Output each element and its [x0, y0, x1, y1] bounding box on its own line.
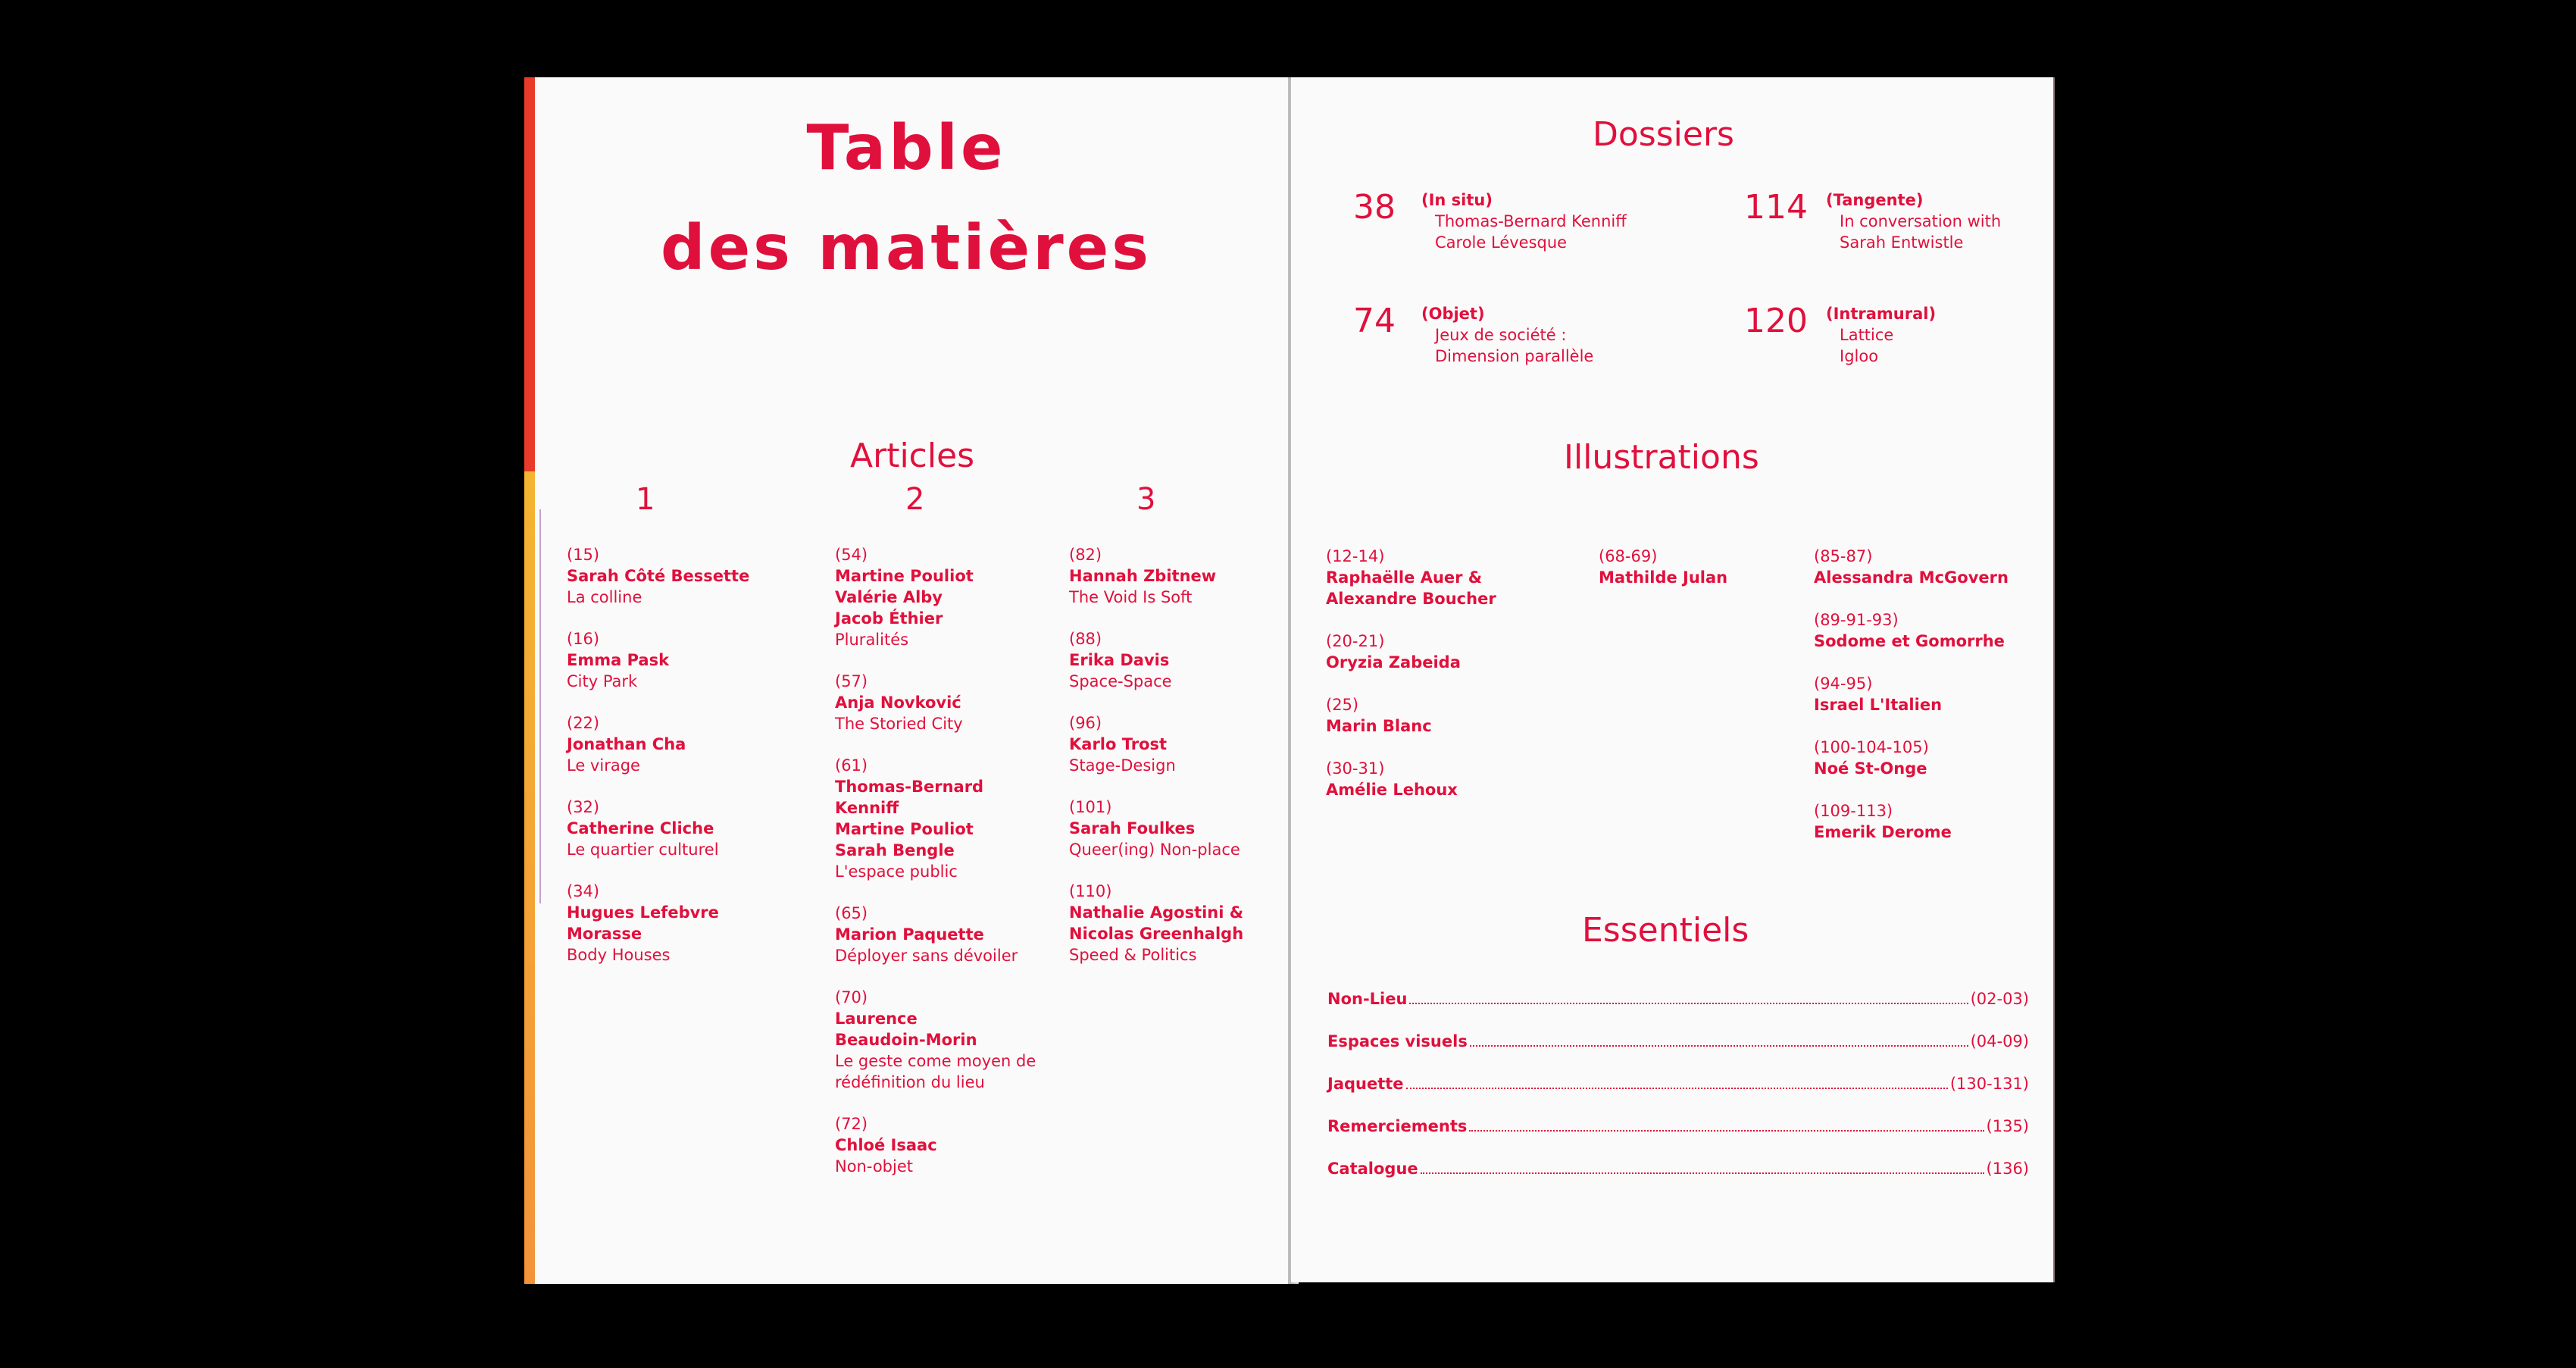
article-page-number: (72) [835, 1115, 868, 1133]
illustrator-name: Raphaëlle Auer & [1326, 568, 1483, 587]
essentiel-row [1327, 1160, 2029, 1178]
essentiel-pages: (135) [1986, 1117, 2029, 1135]
dossier-line: Thomas-Bernard Kenniff [1435, 212, 1627, 230]
article-title: La colline [567, 588, 642, 606]
illustrator-name: Oryzia Zabeida [1326, 653, 1461, 671]
article-entry [1069, 881, 1243, 966]
article-author: Hannah Zbitnew [1069, 567, 1217, 585]
article-author: Karlo Trost [1069, 735, 1168, 753]
article-title: L'espace public [835, 862, 958, 881]
illustration-pages: (20-21) [1326, 632, 1385, 650]
article-author: Nicolas Greenhalgh [1069, 925, 1244, 943]
article-author: Morasse [567, 925, 642, 943]
article-title: Le quartier culturel [567, 841, 719, 859]
article-page-number: (65) [835, 904, 868, 922]
article-entry [835, 755, 1036, 882]
dossier-line: Igloo [1840, 347, 1879, 365]
illustration-entry [1814, 800, 2009, 843]
article-author: Emma Pask [567, 651, 670, 669]
dossier-info [1421, 303, 1593, 367]
illustration-entry [1814, 546, 2009, 588]
article-entry [835, 903, 1036, 966]
article-author: Anja Novković [835, 693, 961, 712]
article-page-number: (61) [835, 756, 868, 775]
illustration-entry [1599, 546, 1727, 588]
essentiel-label: Non-Lieu [1327, 990, 1408, 1008]
illustration-pages: (30-31) [1326, 759, 1385, 778]
dossier-tag: (In situ) [1421, 191, 1493, 209]
article-entry [835, 671, 1036, 734]
illustration-pages: (25) [1326, 696, 1359, 714]
article-page-number: (15) [567, 546, 600, 564]
essentiel-label: Catalogue [1327, 1160, 1418, 1178]
left-edge-line [539, 509, 541, 903]
illustrator-name: Amélie Lehoux [1326, 781, 1458, 799]
essentiel-pages: (130-131) [1949, 1075, 2029, 1093]
dossier-number: 120 [1744, 302, 1808, 340]
article-entry [567, 712, 749, 776]
article-title: Le virage [567, 756, 640, 775]
article-column-number: 3 [1136, 482, 1156, 517]
article-title: Déployer sans dévoiler [835, 947, 1018, 965]
article-page-number: (101) [1069, 798, 1112, 816]
article-entry [567, 797, 749, 860]
article-author: Laurence [835, 1010, 918, 1028]
dossier-info [1826, 303, 1936, 367]
dossier-number: 38 [1353, 188, 1396, 227]
article-entry [835, 987, 1036, 1093]
article-author: Nathalie Agostini & [1069, 903, 1244, 922]
article-entry [567, 628, 749, 692]
essentiel-label: Jaquette [1327, 1075, 1404, 1093]
article-entry [1069, 544, 1243, 608]
article-title: Queer(ing) Non-place [1069, 841, 1240, 859]
illustration-entry [1814, 737, 2009, 779]
illustrator-name: Mathilde Julan [1599, 568, 1728, 587]
illustrator-name: Alexandre Boucher [1326, 590, 1496, 608]
article-author: Jacob Éthier [835, 609, 943, 628]
article-title: Speed & Politics [1069, 946, 1197, 964]
illustration-entry [1326, 694, 1496, 737]
illustration-entry [1326, 546, 1496, 609]
essentiel-pages: (04-09) [1970, 1032, 2029, 1050]
dossier-line: Jeux de société : [1435, 326, 1567, 344]
article-entry [567, 544, 749, 608]
article-title: Non-objet [835, 1157, 914, 1175]
article-entry [1069, 712, 1243, 776]
essentiel-label: Espaces visuels [1327, 1032, 1468, 1050]
essentiel-row [1327, 1032, 2029, 1050]
essentiel-pages: (136) [1986, 1160, 2029, 1178]
dossier-line: Dimension parallèle [1435, 347, 1594, 365]
article-page-number: (110) [1069, 882, 1112, 900]
dossier-line: Lattice [1840, 326, 1894, 344]
illustrator-name: Israel L'Italien [1814, 696, 1943, 714]
illustration-column-3 [1814, 546, 2009, 843]
article-page-number: (57) [835, 672, 868, 690]
article-author: Erika Davis [1069, 651, 1170, 669]
dot-leader [1409, 1002, 1968, 1004]
illustration-pages: (109-113) [1814, 802, 1893, 820]
dossier-info [1826, 189, 2001, 253]
article-author: Beaudoin-Morin [835, 1031, 977, 1049]
article-title: rédéfinition du lieu [835, 1073, 985, 1091]
article-author: Thomas-Bernard [835, 778, 984, 796]
essentiel-row [1327, 990, 2029, 1008]
illustration-pages: (100-104-105) [1814, 738, 1929, 756]
article-title: Le geste come moyen de [835, 1052, 1036, 1070]
essentiels-heading: Essentiels [1582, 911, 1749, 950]
essentiel-row [1327, 1117, 2029, 1135]
article-column-3 [1069, 544, 1243, 966]
illustration-pages: (89-91-93) [1814, 611, 1899, 629]
article-column-1 [567, 544, 749, 966]
article-author: Kenniff [835, 799, 899, 817]
dot-leader [1470, 1044, 1968, 1047]
article-title: City Park [567, 672, 638, 690]
dossier-line: In conversation with [1840, 212, 2002, 230]
article-column-number: 2 [905, 482, 925, 517]
article-entry [1069, 797, 1243, 860]
article-author: Sarah Bengle [835, 841, 955, 859]
essentiel-label: Remerciements [1327, 1117, 1468, 1135]
illustrations-heading: Illustrations [1564, 438, 1759, 477]
illustration-pages: (12-14) [1326, 547, 1385, 565]
dossier-number: 114 [1744, 188, 1808, 227]
article-author: Martine Pouliot [835, 567, 974, 585]
illustrator-name: Sodome et Gomorrhe [1814, 632, 2005, 650]
article-title: The Storied City [835, 715, 963, 733]
article-author: Chloé Isaac [835, 1136, 937, 1154]
article-page-number: (96) [1069, 714, 1102, 732]
right-page [1291, 77, 2053, 1282]
article-title: The Void Is Soft [1069, 588, 1193, 606]
article-column-2 [835, 544, 1036, 1177]
article-column-number: 1 [636, 482, 655, 517]
article-entry [1069, 628, 1243, 692]
dossiers-heading: Dossiers [1593, 115, 1734, 154]
article-author: Catherine Cliche [567, 819, 714, 837]
illustration-entry [1326, 631, 1496, 673]
illustration-entry [1814, 609, 2009, 652]
article-title: Body Houses [567, 946, 671, 964]
dossier-line: Sarah Entwistle [1840, 233, 1964, 252]
dossier-line: Carole Lévesque [1435, 233, 1568, 252]
article-page-number: (32) [567, 798, 600, 816]
illustration-column-2 [1599, 546, 1727, 588]
dossier-tag: (Tangente) [1826, 191, 1924, 209]
article-page-number: (16) [567, 630, 600, 648]
dossier-tag: (Objet) [1421, 305, 1485, 323]
article-page-number: (82) [1069, 546, 1102, 564]
page-title-line2: des matières [660, 212, 1152, 284]
essentiel-row [1327, 1075, 2029, 1093]
illustration-pages: (68-69) [1599, 547, 1658, 565]
article-author: Hugues Lefebvre [567, 903, 719, 922]
article-author: Martine Pouliot [835, 820, 974, 838]
left-page [524, 77, 1288, 1284]
dossier-tag: (Intramural) [1826, 305, 1937, 323]
illustration-entry [1326, 758, 1496, 800]
article-page-number: (70) [835, 988, 868, 1006]
article-page-number: (88) [1069, 630, 1102, 648]
article-entry [835, 1113, 1036, 1177]
article-author: Sarah Côté Bessette [567, 567, 750, 585]
article-author: Valérie Alby [835, 588, 943, 606]
illustrator-name: Noé St-Onge [1814, 759, 1927, 778]
illustration-pages: (85-87) [1814, 547, 1873, 565]
articles-heading: Articles [850, 437, 975, 475]
article-page-number: (54) [835, 546, 868, 564]
illustrator-name: Alessandra McGovern [1814, 568, 2009, 587]
page-title-line1: Table [806, 112, 1006, 184]
article-page-number: (22) [567, 714, 600, 732]
illustration-column-1 [1326, 546, 1496, 800]
article-author: Jonathan Cha [567, 735, 686, 753]
dot-leader [1406, 1087, 1948, 1089]
illustrator-name: Marin Blanc [1326, 717, 1432, 735]
illustrator-name: Emerik Derome [1814, 823, 1952, 841]
dossier-info [1421, 189, 1627, 253]
illustration-entry [1814, 673, 2009, 715]
article-title: Stage-Design [1069, 756, 1176, 775]
dot-leader [1469, 1129, 1984, 1132]
article-page-number: (34) [567, 882, 600, 900]
article-title: Pluralités [835, 631, 909, 649]
essentiel-pages: (02-03) [1970, 990, 2029, 1008]
article-entry [835, 544, 1036, 650]
dot-leader [1421, 1172, 1984, 1174]
illustration-pages: (94-95) [1814, 675, 1873, 693]
article-entry [567, 881, 749, 966]
left-edge-color-strip [524, 471, 535, 1284]
article-title: Space-Space [1069, 672, 1172, 690]
article-author: Marion Paquette [835, 925, 984, 944]
dossier-number: 74 [1353, 302, 1396, 340]
article-author: Sarah Foulkes [1069, 819, 1196, 837]
